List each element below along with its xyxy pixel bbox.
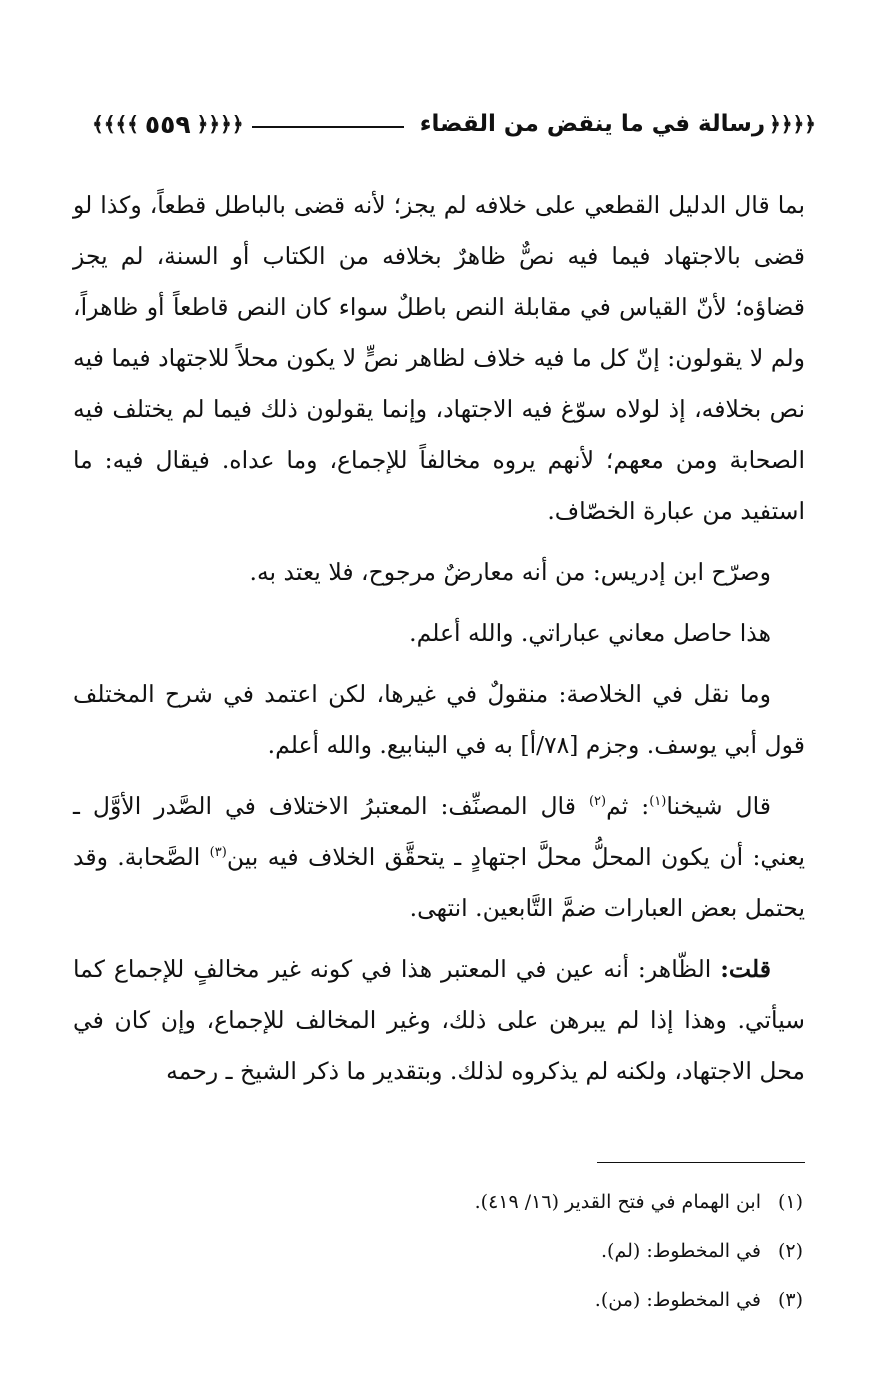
paragraph-6-lead: قلت: [720,955,771,983]
page-number: ٥٥٩ [144,109,191,139]
footnote-text: في المخطوط: (من). [594,1289,761,1311]
body-text [73,180,805,1107]
footnote-number: (٢) [777,1240,803,1262]
header-ornament-inner-left: ﴿﴿﴿﴿ [196,112,244,136]
footnote-separator [597,1162,805,1163]
paragraph-5-part-c: قال المصنِّف: المعتبرُ الاختلاف في الصَّدر الأوَّل ـ يعني: أن يكون المحلُّ محلَّ اجتهادٍ ـ يتحقَّق الخلاف فيه بين [73,792,805,871]
footnote-number: (٣) [777,1289,803,1311]
footnote-item [83,1227,803,1276]
paragraph-2: وصرّح ابن إدريس: من أنه معارضٌ مرجوح، فلا يعتد به. [249,558,771,586]
footnote-item [83,1276,803,1325]
paragraph-5-part-a: قال شيخنا [666,792,771,820]
paragraph-6-rest: الظّاهر: أنه عين في المعتبر هذا في كونه غير مخالفٍ للإجماع كما سيأتي. وهذا إذا لم يبرهن على ذلك، وغير المخالف للإجماع، وإن كان في محل الاجتهاد، ولكنه لم يذكروه لذلك. وبتقدير ما ذكر الشيخ ـ رحمه [73,955,805,1085]
paragraph-3: هذا حاصل معاني عباراتي. والله أعلم. [409,619,771,647]
paragraph-1: بما قال الدليل القطعي على خلافه لم يجز؛ لأنه قضى بالباطل قطعاً، وكذا لو قضى بالاجتهاد فيما فيه نصٌّ ظاهرٌ بخلافه من الكتاب أو السنة، لم يجز قضاؤه؛ لأنّ القياس في مقابلة النص باطلٌ سواء كان النص قاطعاً أو ظاهراً، ولم لا يقولون: إنّ كل ما فيه خلاف لظاهر نصٍّ لا يكون محلاً للاجتهاد فيما فيه نص بخلافه، إذ لولاه سوّغ فيه الاجتهاد، وإنما يقولون ذلك فيما لم يختلف فيه الصحابة ومن معهم؛ لأنهم يروه مخالفاً للإجماع، وما عداه. فيقال فيه: ما استفيد من عبارة الخصّاف. [73,191,806,525]
paragraph-5-part-d: الصَّحابة. وقد يحتمل بعض العبارات ضمَّ التَّابعين. انتهى. [73,843,805,922]
running-header [92,104,816,144]
paragraph-4: وما نقل في الخلاصة: منقولٌ في غيرها، لكن اعتمد في شرح المختلف قول أبي يوسف. وجزم [٧٨/أ] به في الينابيع. والله أعلم. [73,680,805,759]
header-title: رسالة في ما ينقض من القضاء [419,111,766,137]
header-ornament-left: ﴾﴾﴾﴾ [92,112,139,136]
footnote-ref-1[interactable]: (١) [649,794,667,810]
footnote-text: في المخطوط: (لم). [601,1240,761,1262]
footnote-number: (١) [777,1191,803,1213]
footnote-ref-3[interactable]: (٣) [209,845,227,861]
paragraph-6 [73,944,805,1097]
header-ornament-right: ﴿﴿﴿﴿ [769,112,816,136]
footnote-ref-2[interactable]: (٢) [588,794,607,810]
paragraph-5 [73,781,805,934]
footnotes [83,1178,803,1325]
paragraph-5-part-b: : ثم [606,792,650,820]
footnote-text: ابن الهمام في فتح القدير (١٦/ ٤١٩). [474,1191,761,1213]
header-rule [252,126,404,128]
footnote-item [83,1178,803,1227]
